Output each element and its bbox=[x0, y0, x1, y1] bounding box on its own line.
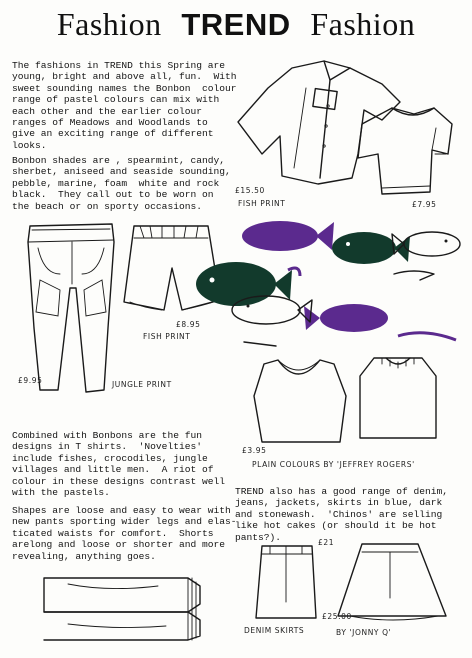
bonbon-line: pebble, marine, foam white and rock bbox=[12, 177, 220, 189]
shapes-paragraph bbox=[12, 505, 237, 562]
shorts-caption: FISH PRINT bbox=[143, 332, 191, 341]
jonny-q-caption: BY 'JONNY Q' bbox=[336, 628, 392, 637]
shirt-caption: FISH PRINT bbox=[238, 199, 286, 208]
title-part-3: Fashion bbox=[310, 6, 416, 42]
combined-line: Combined with Bonbons are the fun bbox=[12, 430, 202, 441]
intro-line: each other and the earlier colour bbox=[12, 105, 202, 117]
jonny-q-skirt-drawing bbox=[338, 544, 446, 620]
denim-skirts-caption: DENIM SKIRTS bbox=[244, 626, 305, 635]
combined-line: include fishes, crocodiles, jungle bbox=[12, 452, 208, 464]
intro-line: looks. bbox=[12, 139, 47, 151]
bonbon-line: sherbet, aniseed and seaside sounding, bbox=[12, 166, 231, 178]
combined-line: colour in these designs contrast well bbox=[12, 475, 226, 487]
shirt-tshirt-illustration bbox=[232, 58, 462, 198]
intro-line: range of pastel colours can mix with bbox=[12, 94, 220, 106]
shorts-price: £8.95 bbox=[176, 320, 201, 329]
intro-line: young, bright and above all, fun. With bbox=[12, 71, 237, 83]
trousers-caption: JUNGLE PRINT bbox=[112, 380, 172, 389]
title-part-1: Fashion bbox=[56, 6, 162, 42]
combined-line: villages and little men. A riot of bbox=[12, 464, 214, 476]
plain-colours-caption: PLAIN COLOURS BY 'JEFFREY ROGERS' bbox=[252, 460, 415, 469]
green-fish-1 bbox=[332, 232, 410, 264]
tshirt-price: £7.95 bbox=[412, 200, 437, 209]
sweater-drawing bbox=[360, 358, 436, 438]
denim-line: like hot cakes (or should it be hot bbox=[235, 520, 437, 532]
tshirt-drawing bbox=[358, 108, 452, 194]
intro-line: ranges of Meadows and Woodlands to bbox=[12, 117, 208, 129]
denim-paragraph bbox=[235, 486, 448, 543]
denim-line: TREND also has a good range of denim, bbox=[235, 486, 449, 497]
page-title bbox=[0, 4, 472, 47]
plain-tops-illustration bbox=[250, 350, 450, 450]
combined-line: with the pastels. bbox=[12, 487, 110, 499]
title-part-2: TREND bbox=[181, 7, 291, 42]
combined-line: designs in T shirts. 'Novelties' bbox=[12, 441, 202, 453]
bonbon-paragraph bbox=[12, 155, 231, 212]
denim-skirt-drawing bbox=[256, 546, 316, 618]
shapes-line: Shapes are loose and easy to wear with bbox=[12, 505, 231, 516]
shapes-line: revealing, anything goes. bbox=[12, 550, 156, 562]
intro-paragraph bbox=[12, 60, 237, 151]
combined-paragraph bbox=[12, 430, 225, 498]
shirt-drawing bbox=[238, 61, 400, 184]
purple-fish-2 bbox=[304, 304, 388, 332]
purple-fish-1 bbox=[242, 221, 334, 251]
trousers-price: £9.95 bbox=[18, 376, 43, 385]
fish-print-illustration bbox=[188, 214, 468, 352]
vest-drawing bbox=[254, 360, 346, 442]
intro-line: The fashions in TREND this Spring are bbox=[12, 60, 226, 71]
horizontal-trousers-illustration bbox=[38, 572, 210, 644]
shirt-price: £15.50 bbox=[235, 186, 265, 195]
intro-line: sweet sounding names the Bonbon colour bbox=[12, 82, 237, 94]
vest-price: £3.95 bbox=[242, 446, 267, 455]
denim-skirt-price: £21 bbox=[318, 538, 335, 547]
bonbon-line: Bonbon shades are , spearmint, candy, bbox=[12, 155, 226, 166]
denim-line: and stonewash. 'Chinos' are selling bbox=[235, 508, 443, 520]
shapes-line: new pants sporting wider legs and elas- bbox=[12, 516, 237, 528]
trousers-illustration bbox=[20, 218, 120, 398]
denim-line: jeans, jackets, skirts in blue, dark bbox=[235, 497, 443, 509]
intro-line: give an exciting range of different bbox=[12, 128, 214, 140]
shapes-line: ticated waists for comfort. Shorts bbox=[12, 527, 214, 539]
bonbon-line: black. They call out to be worn on bbox=[12, 189, 214, 201]
shapes-line: arelong and loose or shorter and more bbox=[12, 539, 226, 551]
jonny-q-price: £25.00 bbox=[322, 612, 352, 621]
denim-line: pants?). bbox=[235, 531, 282, 543]
bonbon-line: the beach or on sporty occasions. bbox=[12, 200, 202, 212]
